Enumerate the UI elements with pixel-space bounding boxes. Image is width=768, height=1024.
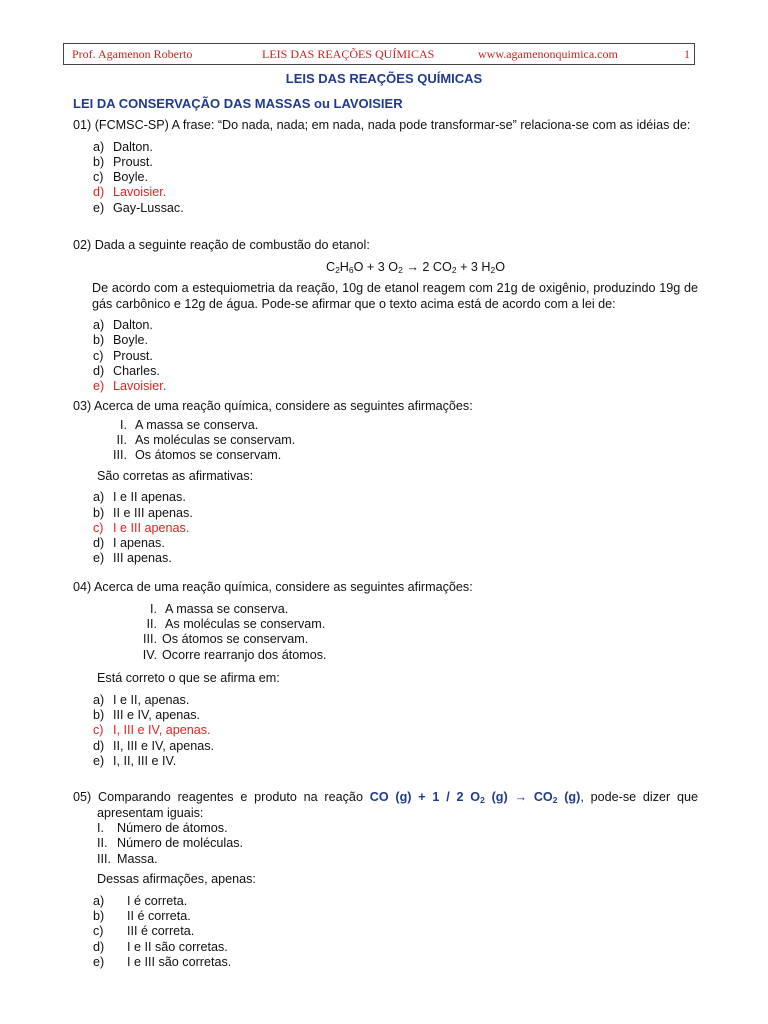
option-b[interactable]: b) Boyle. xyxy=(93,333,149,348)
question-statement: Acerca de uma reação química, considere as seguintes afirmações: xyxy=(94,580,473,594)
statement-ii: II. As moléculas se conservam. xyxy=(146,616,326,631)
option-a[interactable]: a) Dalton. xyxy=(93,318,153,332)
question-statement: Dada a seguinte reação de combustão do etanol: xyxy=(94,238,370,252)
question-02-paragraph: De acordo com a estequiometria da reação, 10g de etanol reagem com 21g de oxigênio, produzindo 19g de gás carbônico e 12g de água. Pode-se afirmar que o texto acima está de acordo com a lei de: xyxy=(92,281,698,311)
arrow-icon: → xyxy=(406,259,419,274)
option-a[interactable]: a) I é correta. xyxy=(93,893,188,908)
options-list xyxy=(73,140,698,216)
question-05-text: 05) Comparando reagentes e produto na reação CO (g) + 1 / 2 $O_2$ $(g) \to CO_2$ (g), pode-se dizer que apresentam iguais: xyxy=(73,790,698,820)
section-title: LEI DA CONSERVAÇÃO DAS MASSAS ou LAVOISIER xyxy=(73,96,403,111)
page-title: LEIS DAS REAÇÕES QUÍMICAS xyxy=(285,71,483,86)
option-d[interactable]: d) I apenas. xyxy=(93,536,165,551)
option-b[interactable]: b) II e III apenas. xyxy=(93,505,193,520)
question-02 xyxy=(73,238,698,394)
option-c[interactable]: c) Proust. xyxy=(93,348,153,363)
option-b[interactable]: b) II é correta. xyxy=(93,909,191,924)
option-b[interactable]: b) III e IV, apenas. xyxy=(93,707,201,722)
option-e[interactable]: e) III apenas. xyxy=(93,551,172,566)
question-number: 05) xyxy=(73,790,92,804)
option-d[interactable]: d) I e II são corretas. xyxy=(93,939,228,954)
question-01 xyxy=(73,118,698,216)
question-02-text xyxy=(73,238,698,254)
options-list xyxy=(73,894,698,970)
option-e-correct[interactable]: e) Lavoisier. xyxy=(93,379,167,394)
header-author: Prof. Agamenon Roberto xyxy=(72,47,193,61)
option-a[interactable]: a) I e II, apenas. xyxy=(93,692,190,707)
question-04-text xyxy=(73,580,698,596)
option-c[interactable]: c) III é correta. xyxy=(93,924,195,939)
statement-i: I. A massa se conserva. xyxy=(150,601,289,616)
question-04 xyxy=(73,580,698,769)
statement-iv: IV. Ocorre rearranjo dos átomos. xyxy=(142,647,327,662)
statement-i: I. A massa se conserva. xyxy=(120,417,259,432)
question-05 xyxy=(73,790,698,970)
page-header xyxy=(63,43,695,65)
question-01-text xyxy=(73,118,698,134)
question-number: 03) xyxy=(73,399,92,413)
option-c-correct[interactable]: c) I e III apenas. xyxy=(93,520,190,535)
arrow-icon: → xyxy=(514,790,528,804)
option-d[interactable]: d) II, III e IV, apenas. xyxy=(93,738,215,753)
question-statement: Acerca de uma reação química, considere as seguintes afirmações: xyxy=(94,399,473,413)
header-website[interactable]: www.agamenonquimica.com xyxy=(478,47,618,61)
reaction-formula: CO (g) + 1 / 2 $O_2$ $(g) \to CO_2$ (g) xyxy=(369,790,581,805)
statements-list xyxy=(73,418,698,464)
options-list xyxy=(73,318,698,394)
option-e[interactable]: e) Gay-Lussac. xyxy=(93,200,184,215)
option-c[interactable]: c) Boyle. xyxy=(93,170,149,185)
option-e[interactable]: e) I e III são corretas. xyxy=(93,954,232,969)
statements-list xyxy=(73,821,698,867)
option-c-correct[interactable]: c) I, III e IV, apenas. xyxy=(93,723,211,738)
options-lead: São corretas as afirmativas: xyxy=(97,468,254,483)
option-a[interactable]: a) I e II apenas. xyxy=(93,490,186,505)
statements-list xyxy=(73,602,698,664)
statement-ii: II. As moléculas se conservam. xyxy=(116,432,296,447)
question-03-text xyxy=(73,399,698,415)
option-b[interactable]: b) Proust. xyxy=(93,154,153,169)
question-number: 04) xyxy=(73,580,92,594)
question-statement: (FCMSC-SP) A frase: “Do nada, nada; em nada, nada pode transformar-se” relaciona-se com as idéias de: xyxy=(94,118,691,132)
statement-iii: III. Os átomos se conservam. xyxy=(143,632,309,647)
statement-iii: III. Massa. xyxy=(97,851,158,866)
question-statement: Comparando reagentes e produto na reação xyxy=(97,790,363,804)
option-a[interactable]: a) Dalton. xyxy=(93,139,153,154)
question-03 xyxy=(73,399,698,567)
options-lead: Está correto o que se afirma em: xyxy=(97,671,280,686)
options-list xyxy=(73,490,698,566)
statement-iii: III. Os átomos se conservam. xyxy=(113,448,282,463)
option-d[interactable]: d) Charles. xyxy=(93,363,160,378)
combustion-equation: $C_2H_6O + 3$ $O_2 \to 2$ $CO_2 + 3$ $H_2O$ xyxy=(325,259,506,275)
option-d-correct[interactable]: d) Lavoisier. xyxy=(93,185,167,200)
question-number: 01) xyxy=(73,118,92,132)
header-page-number: 1 xyxy=(684,47,690,61)
options-lead: Dessas afirmações, apenas: xyxy=(97,872,256,887)
option-e[interactable]: e) I, II, III e IV. xyxy=(93,753,177,768)
options-list xyxy=(73,693,698,769)
statement-i: I. Número de átomos. xyxy=(97,821,228,835)
statement-ii: II. Número de moléculas. xyxy=(97,836,243,851)
header-subject: LEIS DAS REAÇÕES QUÍMICAS xyxy=(262,47,435,61)
question-number: 02) xyxy=(73,238,92,252)
